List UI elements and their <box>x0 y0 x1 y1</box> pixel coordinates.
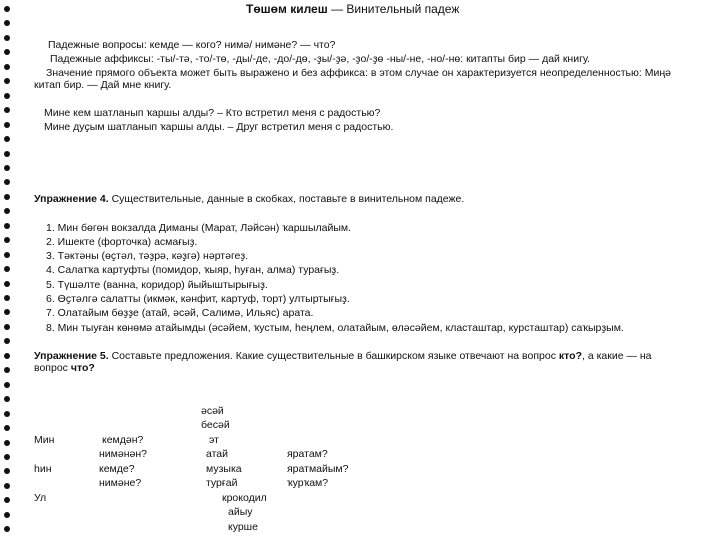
exercise4-item: 3. Тәктәны (өҫтәл, тәҙрә, кәҙгә) нәртәгеҙ. <box>46 250 249 262</box>
exercise5-question-kto: кто? <box>558 350 582 362</box>
bullet-dot <box>4 324 10 330</box>
bullet-dot <box>4 165 10 171</box>
bullet-dot <box>4 208 10 214</box>
exercise4-item: 7. Олатайым бөҙҙе (атай, әсәй, Салимә, Ильяс) арата. <box>46 307 314 319</box>
bullet-dot <box>4 483 10 489</box>
noun-cell: эт <box>209 434 219 446</box>
intro-questions: Падежные вопросы: кемде — кого? нимә/ нимәне? — что? <box>48 39 336 51</box>
noun-cell: крокодил <box>222 492 267 504</box>
bullet-dot <box>4 367 10 373</box>
exercise5-heading-text: Составьте предложения. Какие существительные в башкирском языке отвечают на вопрос <box>111 350 556 362</box>
bullet-dot <box>4 107 10 113</box>
pronoun-cell: һин <box>34 463 52 475</box>
verb-cell: ҡурҡам? <box>287 477 329 489</box>
bullet-dot <box>4 49 10 55</box>
bullet-dot <box>4 440 10 446</box>
exercise4-item: 4. Салатҡа картуфты (помидор, ҡыяр, һуған, алма) турағыҙ. <box>46 264 340 276</box>
bullet-dot <box>4 93 10 99</box>
verb-cell: яратмайым? <box>287 463 349 475</box>
exercise4-item: 1. Мин бөгөн вокзалда Диманы (Марат, Ләйсән) ҡаршылайым. <box>46 222 352 234</box>
bullet-dot <box>4 497 10 503</box>
bullet-dot <box>4 194 10 200</box>
intro-affixes: Падежные аффиксы: -ты/-тә, -то/-тө, -ды/-де, -до/-дө, -ҙы/-ҙә, -ҙо/-ҙө -ны/-не, -но/-нө: китапты бир — дай книгу. <box>50 53 591 65</box>
exercise4-item: 8. Мин тыуған көнөмә атайымды (әсәйем, ҡустым, һеңлем, олатайым, өләсәйем, класташтар, курсташтар) саҡырҙым. <box>46 322 624 334</box>
bullet-dot <box>4 512 10 518</box>
bullet-dot <box>4 526 10 532</box>
bullet-dot <box>4 78 10 84</box>
exercise5-heading <box>34 350 652 362</box>
pronoun-cell: Мин <box>34 434 55 446</box>
bullet-dot <box>4 338 10 344</box>
bullet-dot <box>4 454 10 460</box>
bullet-dot <box>4 151 10 157</box>
bullet-dot <box>4 353 10 359</box>
bullet-dot <box>4 35 10 41</box>
bullet-dot <box>4 295 10 301</box>
intro-meaning-line1: Значение прямого объекта может быть выражено и без аффикса: в этом случае он характеризуется неопределенностью: Миңә <box>46 67 671 79</box>
bullet-dot <box>4 6 10 12</box>
noun-cell: турғай <box>206 477 238 489</box>
bullet-dot <box>4 64 10 70</box>
exercise4-item: 5. Түшәлте (ванна, коридор) йыйыштырығыҙ. <box>46 279 268 291</box>
question-cell: кемде? <box>99 463 135 475</box>
noun-cell: атай <box>206 448 229 460</box>
bullet-dot <box>4 281 10 287</box>
noun-cell: курше <box>228 521 258 533</box>
exercise4-heading <box>34 193 464 205</box>
exercise4-heading-text: Существительные, данные в скобках, поставьте в винительном падеже. <box>111 193 465 205</box>
exercise4-item: 2. Ишекте (форточка) асмағыҙ. <box>46 236 198 248</box>
exercise4-item: 6. Өҫтәлгә салатты (икмәк, кәнфит, картуф, торт) ултыртығыҙ. <box>46 293 350 305</box>
bullet-dot <box>4 252 10 258</box>
bullet-dot <box>4 20 10 26</box>
bullet-dot <box>4 179 10 185</box>
page-title <box>246 3 459 15</box>
bullet-dot <box>4 309 10 315</box>
noun-cell: әсәй <box>201 405 224 417</box>
bullet-dot <box>4 122 10 128</box>
exercise5-heading-label: Упражнение 5. <box>34 350 109 362</box>
title-subtitle: — Винительный падеж <box>331 2 460 16</box>
bullet-dot <box>4 382 10 388</box>
exercise5-line2-text: вопрос <box>34 362 68 374</box>
intro-meaning-line2: китап бир. — Дай мне книгу. <box>34 79 172 91</box>
noun-cell: музыка <box>206 463 242 475</box>
bullet-dot <box>4 237 10 243</box>
question-cell: нимәнән? <box>99 448 147 460</box>
bullet-dot <box>4 266 10 272</box>
bullet-dot <box>4 396 10 402</box>
bullet-dot <box>4 136 10 142</box>
bullet-dot <box>4 411 10 417</box>
bullet-dot <box>4 223 10 229</box>
bullet-dot <box>4 468 10 474</box>
exercise5-heading-mid: , а какие — на <box>581 350 652 362</box>
question-cell: кемдән? <box>102 434 144 446</box>
bullet-dot <box>4 425 10 431</box>
question-cell: нимәне? <box>99 477 142 489</box>
pronoun-cell: Ул <box>34 492 47 504</box>
exercise5-question-chto: что? <box>70 362 95 374</box>
example-1: Мине кем шатланып ҡаршы алды? – Кто встретил меня с радостью? <box>44 107 381 119</box>
noun-cell: бесәй <box>201 419 230 431</box>
verb-cell: яратам? <box>287 448 328 460</box>
noun-cell: айыу <box>228 506 253 518</box>
example-2: Мине дуҫым шатланып ҡаршы алды. – Друг встретил меня с радостью. <box>44 121 394 133</box>
title-main: Төшөм килеш <box>246 2 328 16</box>
exercise4-heading-label: Упражнение 4. <box>34 193 109 205</box>
exercise5-heading-line2 <box>34 362 95 374</box>
